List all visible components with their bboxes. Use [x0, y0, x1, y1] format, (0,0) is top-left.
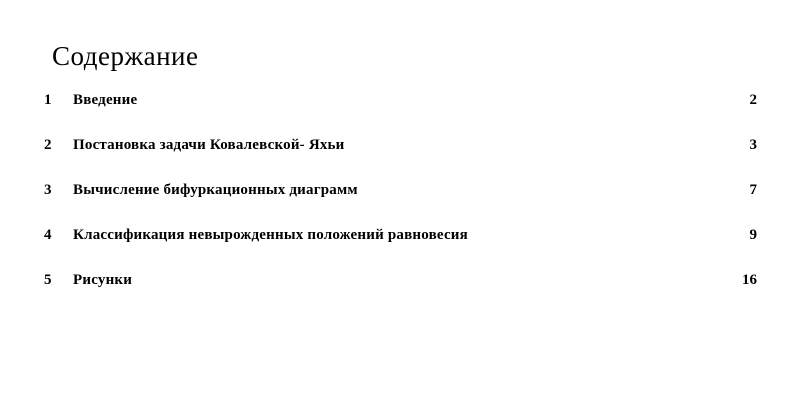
- toc-entry-page: 9: [749, 227, 757, 243]
- toc-entry-page: 2: [749, 92, 757, 108]
- toc-entry-page: 3: [749, 137, 757, 153]
- toc-entry-number: 2: [44, 137, 52, 153]
- toc-entry-number: 5: [44, 272, 52, 288]
- toc-entry-page: 16: [742, 272, 757, 288]
- list-item[interactable]: [41, 92, 757, 137]
- toc-entry-label: Вычисление бифуркационных диаграмм: [73, 182, 358, 198]
- toc-entry-label: Постановка задачи Ковалевской- Яхьи: [73, 137, 345, 153]
- toc-entry-label: Классификация невырожденных положений равновесия: [73, 227, 468, 243]
- list-item[interactable]: [41, 182, 757, 227]
- list-item[interactable]: [41, 272, 757, 317]
- list-item[interactable]: [41, 227, 757, 272]
- toc-entry-label: Введение: [73, 92, 138, 108]
- toc-entry-number: 4: [44, 227, 52, 243]
- toc-entry-number: 1: [44, 92, 52, 108]
- toc-entry-number: 3: [44, 182, 52, 198]
- list-item[interactable]: [41, 137, 757, 182]
- table-of-contents: [41, 92, 757, 317]
- toc-entry-label: Рисунки: [73, 272, 133, 288]
- page-title: Содержание: [52, 41, 199, 71]
- toc-entry-page: 7: [749, 182, 757, 198]
